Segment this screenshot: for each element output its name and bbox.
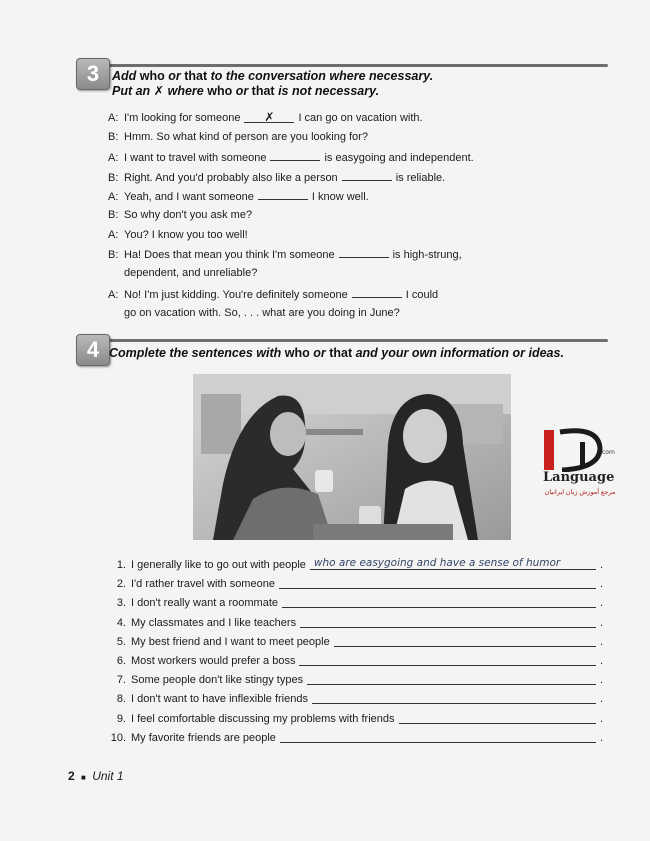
answer-blank[interactable]: ✗ xyxy=(244,112,294,123)
sentence-item xyxy=(108,672,604,687)
section-3-divider xyxy=(108,64,608,67)
line-text-after: I know well. xyxy=(311,191,369,203)
item-number: 1. xyxy=(116,559,126,571)
answer-line[interactable] xyxy=(300,615,596,628)
line-text-after: is reliable. xyxy=(395,172,446,184)
answer-blank[interactable] xyxy=(352,287,402,298)
bullet: ■ xyxy=(81,773,86,782)
sentence-item xyxy=(108,557,604,572)
answer-line[interactable] xyxy=(282,595,596,608)
conversation-line xyxy=(108,130,368,144)
answer-blank[interactable] xyxy=(258,189,308,200)
speaker-label: A: xyxy=(108,112,119,124)
section-4-divider xyxy=(108,339,608,342)
answer-line[interactable] xyxy=(279,576,596,589)
line-text: go on vacation with. So, . . . what are you doing in June? xyxy=(124,307,400,319)
item-text: Some people don't like stingy types xyxy=(131,674,304,686)
conversation-line xyxy=(108,208,252,222)
speaker-label: A: xyxy=(108,191,119,203)
item-number: 5. xyxy=(116,636,126,648)
item-text: Most workers would prefer a boss xyxy=(131,655,296,667)
line-text-after: I could xyxy=(405,289,439,301)
speaker-label: A: xyxy=(108,289,119,301)
line-text: I'm looking for someone xyxy=(124,112,241,124)
svg-text:com: com xyxy=(602,449,615,456)
line-text-after: is high-strung, xyxy=(392,249,462,261)
conversation-line xyxy=(108,150,474,165)
item-number: 8. xyxy=(116,693,126,705)
answer-line[interactable] xyxy=(334,634,596,647)
item-number: 3. xyxy=(116,597,126,609)
item-number: 9. xyxy=(116,713,126,725)
page-number: 2 xyxy=(68,769,75,783)
item-text: My favorite friends are people xyxy=(131,732,276,744)
period: . xyxy=(600,732,604,744)
period: . xyxy=(600,674,604,686)
item-text: My classmates and I like teachers xyxy=(131,617,297,629)
item-number: 10. xyxy=(110,732,126,744)
section-3-number: 3 xyxy=(76,58,110,90)
period: . xyxy=(600,636,604,648)
line-text: So why don't you ask me? xyxy=(124,209,253,221)
period: . xyxy=(600,559,604,571)
page-footer xyxy=(68,769,124,783)
conversation-line xyxy=(108,306,400,320)
period: . xyxy=(600,578,604,590)
speaker-label: B: xyxy=(108,249,119,261)
conversation-line xyxy=(108,170,445,185)
conversation-line xyxy=(108,228,248,242)
period: . xyxy=(600,597,604,609)
item-text: I don't really want a roommate xyxy=(131,597,279,609)
speaker-label: B: xyxy=(108,131,119,143)
conversation-line xyxy=(108,111,423,125)
period: . xyxy=(600,713,604,725)
item-text: I don't want to have inflexible friends xyxy=(131,693,308,705)
unit-label: Unit 1 xyxy=(92,769,124,783)
sentence-item xyxy=(108,595,604,610)
item-text: I generally like to go out with people xyxy=(131,559,306,571)
sentence-item xyxy=(108,634,604,649)
sentence-item xyxy=(108,653,604,668)
line-text: Right. And you'd probably also like a person xyxy=(124,172,338,184)
line-text: I want to travel with someone xyxy=(124,152,267,164)
speaker-label: A: xyxy=(108,152,119,164)
sentence-item xyxy=(108,691,604,706)
conversation-line xyxy=(108,266,257,280)
line-text-after: is easygoing and independent. xyxy=(324,152,474,164)
period: . xyxy=(600,655,604,667)
answer-line[interactable] xyxy=(399,711,597,724)
period: . xyxy=(600,693,604,705)
line-text: No! I'm just kidding. You're definitely someone xyxy=(124,289,348,301)
item-number: 4. xyxy=(116,617,126,629)
item-number: 6. xyxy=(116,655,126,667)
line-text: Yeah, and I want someone xyxy=(124,191,254,203)
answer-line[interactable] xyxy=(307,672,596,685)
answer-line[interactable]: who are easygoing and have a sense of humor xyxy=(310,557,596,570)
period: . xyxy=(600,617,604,629)
answer-blank[interactable] xyxy=(270,150,320,161)
line-text-after: I can go on vacation with. xyxy=(298,112,423,124)
sentence-item xyxy=(108,615,604,630)
section-4-number: 4 xyxy=(76,334,110,366)
line-text: dependent, and unreliable? xyxy=(124,267,258,279)
item-number: 7. xyxy=(116,674,126,686)
speaker-label: B: xyxy=(108,209,119,221)
line-text: You? I know you too well! xyxy=(124,229,248,241)
answer-line[interactable] xyxy=(299,653,596,666)
section-3-instruction: Add who or that to the conversation where necessary. Put an ✗ where who or that is not necessary. xyxy=(112,69,434,98)
speaker-label: A: xyxy=(108,229,119,241)
answer-line[interactable] xyxy=(280,730,596,743)
conversation-line xyxy=(108,189,369,204)
logo-subtitle: مرجع آموزش زبان ایرانیان xyxy=(544,489,616,496)
item-text: I'd rather travel with someone xyxy=(131,578,275,590)
speaker-label: B: xyxy=(108,172,119,184)
conversation-line xyxy=(108,287,438,302)
section-4-instruction: Complete the sentences with who or that and your own information or ideas. xyxy=(109,346,564,360)
answer-line[interactable] xyxy=(312,691,596,704)
photo-two-friends xyxy=(193,374,511,540)
sentence-item xyxy=(108,576,604,591)
sentence-item xyxy=(108,711,604,726)
line-text: Hmm. So what kind of person are you looking for? xyxy=(124,131,368,143)
line-text: Ha! Does that mean you think I'm someone xyxy=(124,249,335,261)
item-text: I feel comfortable discussing my problems with friends xyxy=(131,713,395,725)
conversation-line xyxy=(108,247,462,262)
logo-text: Language xyxy=(543,470,615,485)
answer-blank[interactable] xyxy=(339,247,389,258)
sentence-item xyxy=(108,730,604,745)
item-number: 2. xyxy=(116,578,126,590)
answer-blank[interactable] xyxy=(342,170,392,181)
item-text: My best friend and I want to meet people xyxy=(131,636,330,648)
